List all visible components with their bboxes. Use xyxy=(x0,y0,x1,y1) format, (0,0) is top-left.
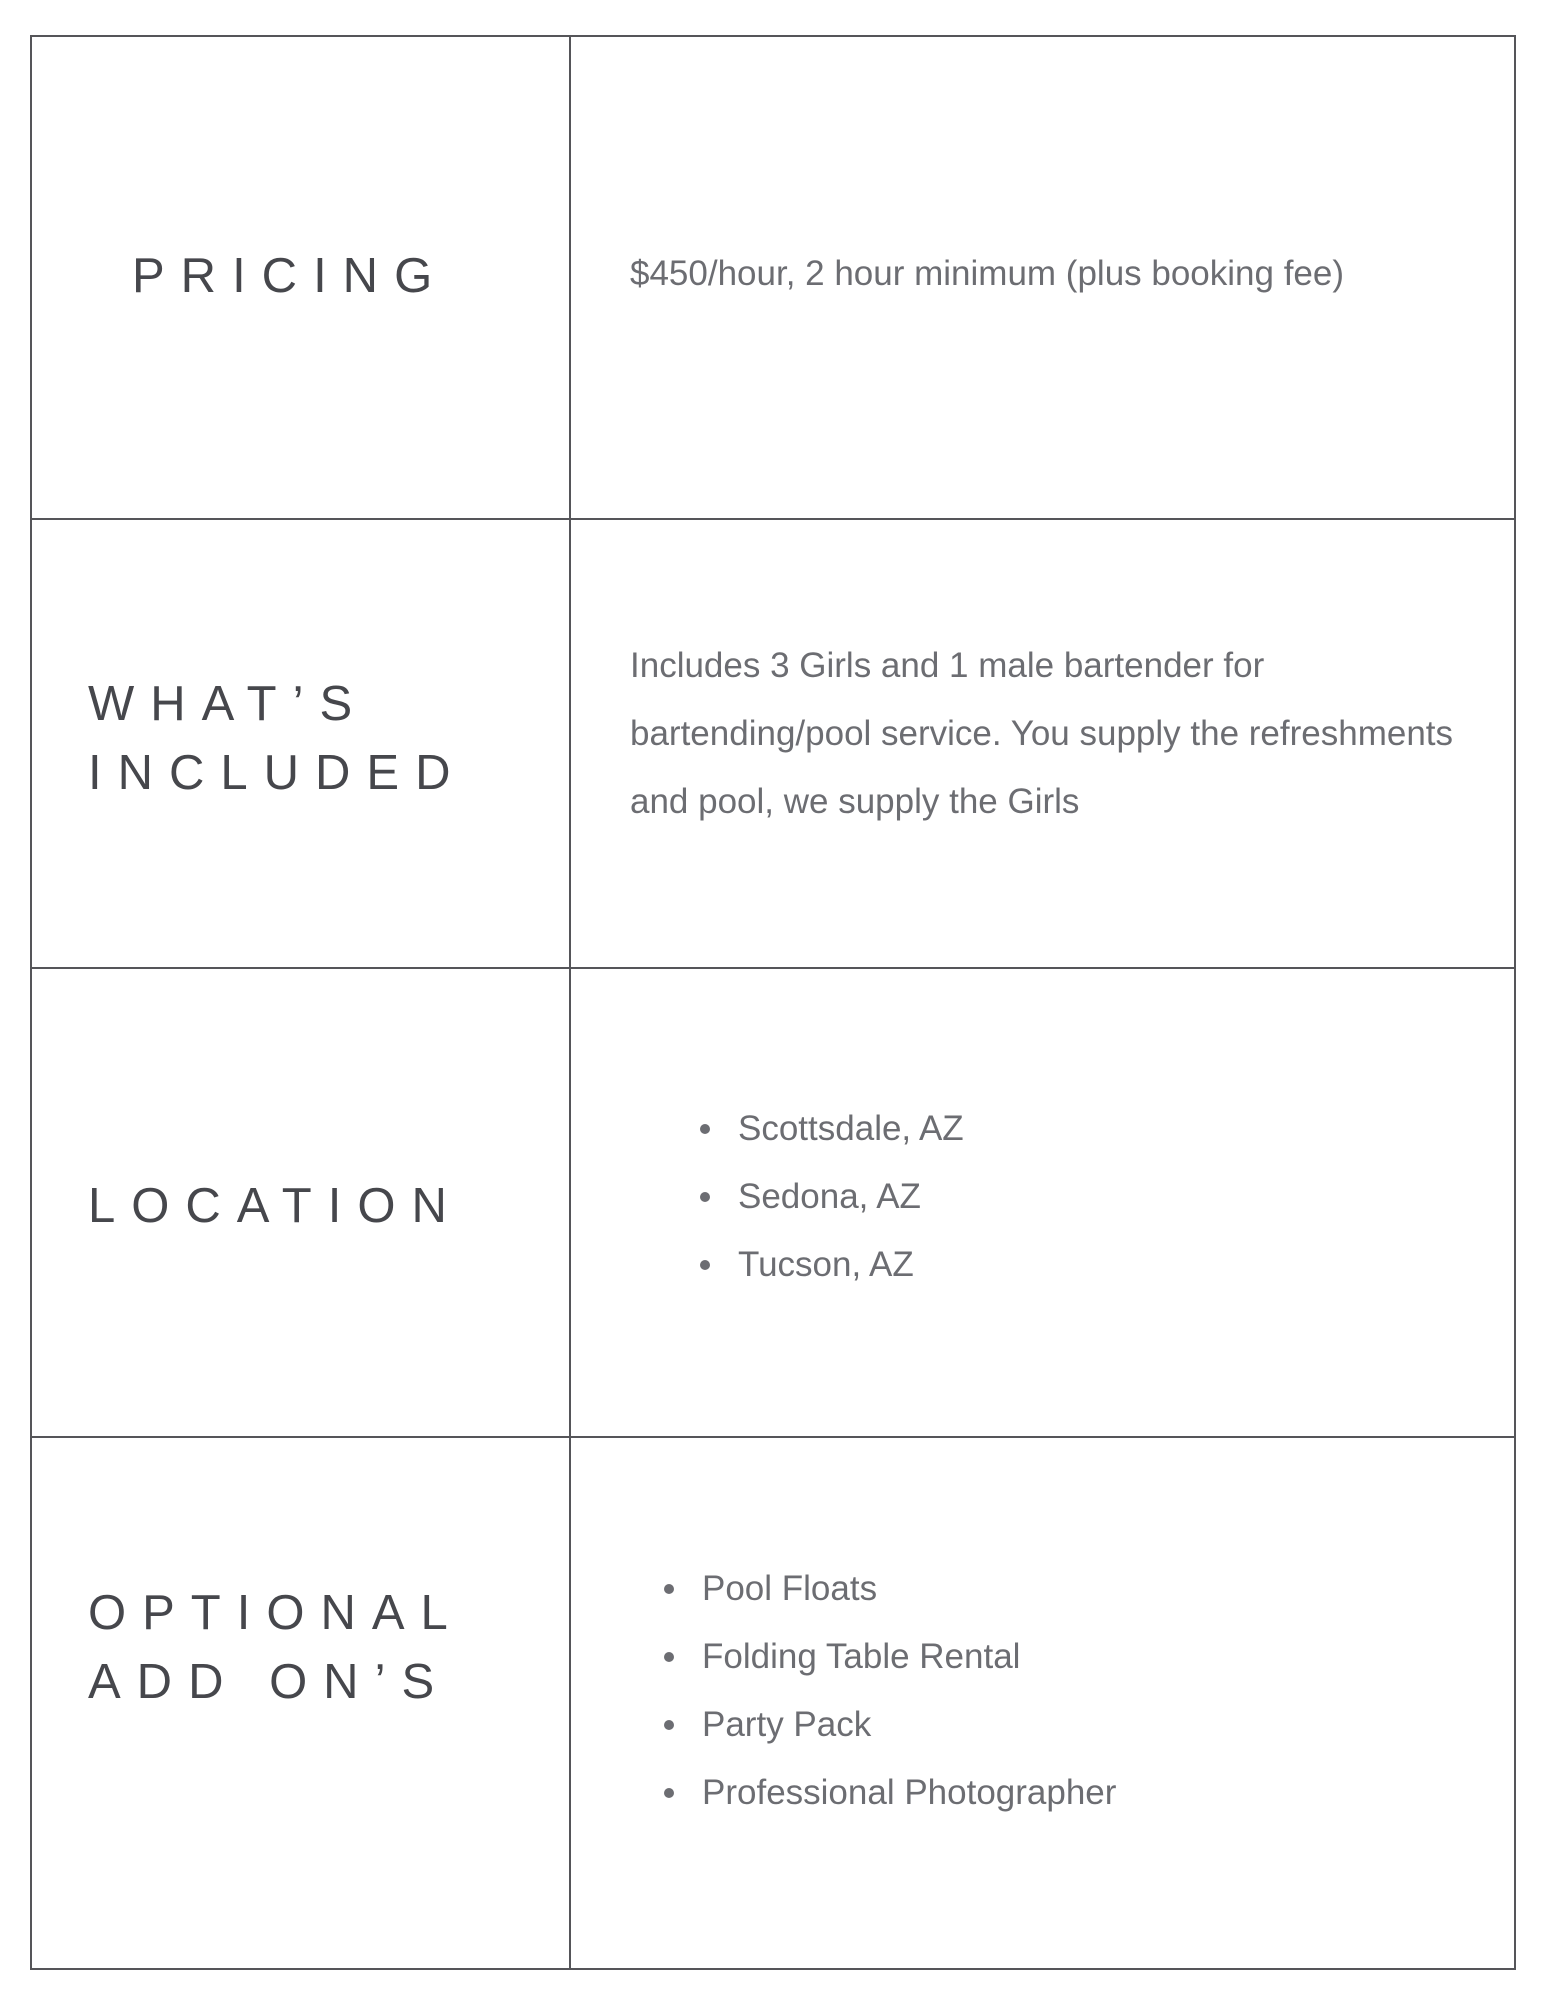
table-row-pricing xyxy=(32,37,1514,518)
addons-label-line-1: OPTIONAL xyxy=(88,1586,464,1640)
list-item: Tucson, AZ xyxy=(700,1231,964,1299)
location-label: LOCATION xyxy=(88,1179,463,1233)
list-item: Pool Floats xyxy=(664,1555,1116,1623)
pricing-label-cell xyxy=(32,37,569,518)
addons-label-cell xyxy=(32,1438,569,1970)
included-label-line-2: INCLUDED xyxy=(88,746,467,800)
table-row-location xyxy=(32,967,1514,1436)
pricing-text: $450/hour, 2 hour minimum (plus booking fee) xyxy=(630,254,1345,293)
included-label-line-1: WHAT’S xyxy=(88,677,369,731)
table-row-addons xyxy=(32,1436,1514,1970)
list-item: Party Pack xyxy=(664,1691,1116,1759)
info-table xyxy=(30,35,1516,1970)
list-item: Professional Photographer xyxy=(664,1759,1116,1827)
addons-label xyxy=(88,1579,464,1717)
location-list xyxy=(700,1095,964,1299)
list-item: Folding Table Rental xyxy=(664,1623,1116,1691)
addons-list xyxy=(664,1555,1116,1827)
location-content-cell xyxy=(571,969,1514,1436)
addons-label-line-2: ADD ON’S xyxy=(88,1655,451,1709)
pricing-content-cell xyxy=(571,37,1514,518)
pricing-label: PRICING xyxy=(132,249,449,303)
included-label xyxy=(88,670,466,808)
included-text: Includes 3 Girls and 1 male bartender for bartending/pool service. You supply the refreshments and pool, we supply the Girls xyxy=(630,646,1454,821)
included-content-cell xyxy=(571,520,1514,967)
addons-content-cell xyxy=(571,1438,1514,1970)
table-row-included xyxy=(32,518,1514,967)
included-label-cell xyxy=(32,520,569,967)
list-item: Sedona, AZ xyxy=(700,1163,964,1231)
list-item: Scottsdale, AZ xyxy=(700,1095,964,1163)
location-label-cell xyxy=(32,969,569,1436)
